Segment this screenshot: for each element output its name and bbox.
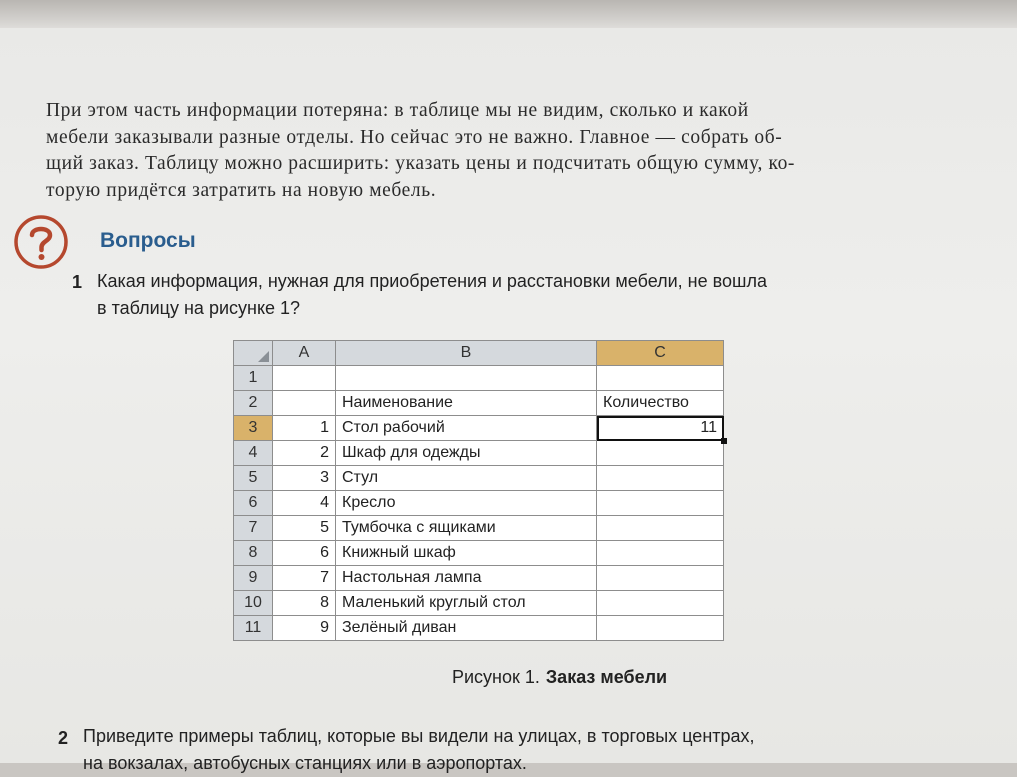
table-row <box>234 566 724 591</box>
row-header: 2 <box>234 391 273 416</box>
cell-a: 7 <box>273 566 336 591</box>
select-all-corner <box>234 341 273 366</box>
question-number: 2 <box>58 728 69 748</box>
cell-a <box>273 391 336 416</box>
cell-c <box>597 466 724 491</box>
cell-c <box>597 441 724 466</box>
table-row <box>234 366 724 391</box>
cell-c <box>597 616 724 641</box>
question-line: Приведите примеры таблиц, которые вы видели на улицах, в торговых центрах, <box>83 726 755 746</box>
spreadsheet-figure <box>233 340 724 641</box>
column-header-c: C <box>597 341 724 366</box>
cell-c <box>597 366 724 391</box>
row-header: 8 <box>234 541 273 566</box>
table-row <box>234 466 724 491</box>
table-row <box>234 516 724 541</box>
table-row <box>234 616 724 641</box>
cell-b: Книжный шкаф <box>336 541 597 566</box>
cell-b: Кресло <box>336 491 597 516</box>
cell-a: 9 <box>273 616 336 641</box>
paragraph-line: При этом часть информации потеряна: в таблице мы не видим, сколько и какой <box>46 100 749 121</box>
cell-b: Стол рабочий <box>336 416 597 441</box>
active-cell-c3 <box>597 416 724 441</box>
cell-a: 2 <box>273 441 336 466</box>
cell-value: 11 <box>700 419 717 436</box>
row-header: 7 <box>234 516 273 541</box>
cell-c: Количество <box>597 391 724 416</box>
row-header: 11 <box>234 616 273 641</box>
cell-a: 8 <box>273 591 336 616</box>
cell-b: Маленький круглый стол <box>336 591 597 616</box>
cell-c <box>597 591 724 616</box>
fill-handle <box>721 438 727 444</box>
cell-b <box>336 366 597 391</box>
row-header: 6 <box>234 491 273 516</box>
cell-a: 3 <box>273 466 336 491</box>
row-header: 1 <box>234 366 273 391</box>
row-header-selected: 3 <box>234 416 273 441</box>
cell-b: Зелёный диван <box>336 616 597 641</box>
column-header-a: A <box>273 341 336 366</box>
paragraph-line: щий заказ. Таблицу можно расширить: указать цены и подсчитать общую сумму, ко- <box>46 153 796 174</box>
row-header: 5 <box>234 466 273 491</box>
intro-paragraph <box>46 98 956 204</box>
table-row <box>234 391 724 416</box>
cell-c <box>597 541 724 566</box>
cell-c <box>597 491 724 516</box>
caption-title: Заказ мебели <box>545 667 668 687</box>
question-line: Какая информация, нужная для приобретения и расстановки мебели, не вошла <box>97 271 767 291</box>
cell-b: Стул <box>336 466 597 491</box>
questions-heading: Вопросы <box>100 229 196 252</box>
question-number: 1 <box>72 272 83 292</box>
column-header-b: B <box>336 341 597 366</box>
table-row <box>234 441 724 466</box>
table-row <box>234 591 724 616</box>
cell-b: Наименование <box>336 391 597 416</box>
cell-a <box>273 366 336 391</box>
figure-caption <box>452 667 667 688</box>
question-line: в таблицу на рисунке 1? <box>97 298 301 318</box>
row-header: 4 <box>234 441 273 466</box>
caption-prefix: Рисунок 1. <box>452 667 540 687</box>
cell-a: 6 <box>273 541 336 566</box>
row-header: 9 <box>234 566 273 591</box>
table-row <box>234 491 724 516</box>
cell-b: Шкаф для одежды <box>336 441 597 466</box>
question-2-text <box>83 723 983 777</box>
question-1-text <box>97 268 967 322</box>
question-mark-circle-icon <box>12 213 70 271</box>
column-header-row <box>234 341 724 366</box>
cell-a: 1 <box>273 416 336 441</box>
cell-c <box>597 516 724 541</box>
cell-a: 4 <box>273 491 336 516</box>
paragraph-line: торую придётся затратить на новую мебель. <box>46 179 437 201</box>
row-header: 10 <box>234 591 273 616</box>
cell-b: Тумбочка с ящиками <box>336 516 597 541</box>
table-row <box>234 416 724 441</box>
question-line: на вокзалах, автобусных станциях или в аэропортах. <box>83 753 527 773</box>
cell-a: 5 <box>273 516 336 541</box>
cell-b: Настольная лампа <box>336 566 597 591</box>
table-row <box>234 541 724 566</box>
corner-triangle-icon <box>258 351 269 362</box>
paragraph-line: мебели заказывали разные отделы. Но сейчас это не важно. Главное — собрать об- <box>46 126 783 148</box>
cell-c <box>597 566 724 591</box>
